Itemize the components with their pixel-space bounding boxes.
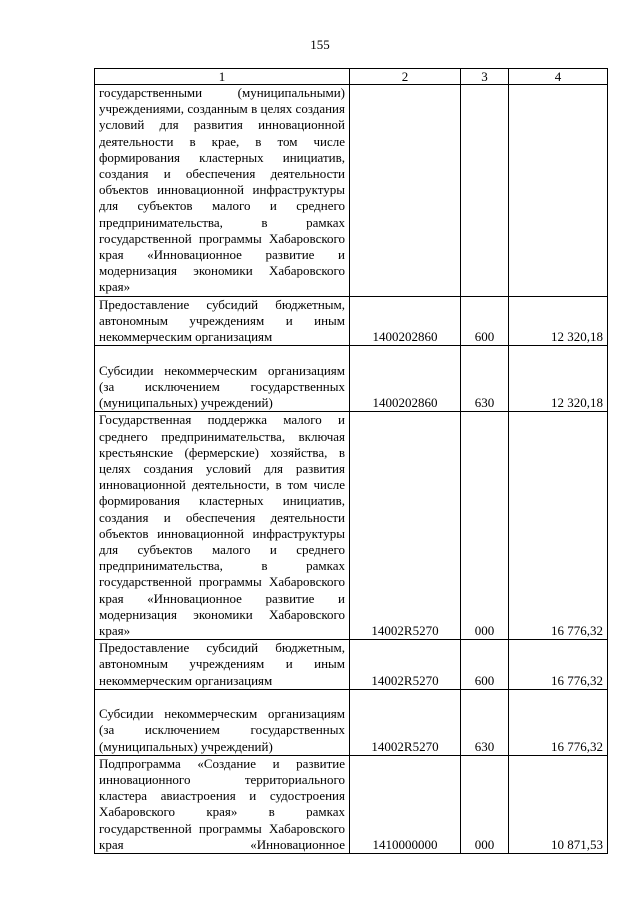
row-sum: 10 871,53 xyxy=(509,755,608,853)
row-code: 14002R5270 xyxy=(350,412,461,640)
table-row xyxy=(95,296,608,346)
row-sum: 16 776,32 xyxy=(509,412,608,640)
row-sum: 12 320,18 xyxy=(509,296,608,346)
row-sum: 16 776,32 xyxy=(509,640,608,690)
row-expense-type xyxy=(461,85,509,297)
row-expense-type: 600 xyxy=(461,296,509,346)
row-expense-type: 600 xyxy=(461,640,509,690)
row-code: 1400202860 xyxy=(350,346,461,412)
row-sum: 12 320,18 xyxy=(509,346,608,412)
table-row xyxy=(95,755,608,853)
row-expense-type: 630 xyxy=(461,689,509,755)
column-header: 3 xyxy=(461,69,509,85)
column-header: 4 xyxy=(509,69,608,85)
row-description: государственными (муниципальными) учреждениями, созданным в целях создания условий для развития инновационной деятельности в крае, в том числе формирования кластерных инициатив, создания и обеспечения деятельности объектов инновационной инфраструктуры для субъектов малого и среднего предпринимательства, в рамках государственной программы Хабаровского края «Инновационное развитие и модернизация экономики Хабаровского края» xyxy=(95,85,350,297)
row-code: 14002R5270 xyxy=(350,689,461,755)
row-code xyxy=(350,85,461,297)
row-description: Субсидии некоммерческим организациям (за исключением государственных (муниципальных) учреждений) xyxy=(95,346,350,412)
row-expense-type: 000 xyxy=(461,755,509,853)
row-description: Предоставление субсидий бюджетным, автономным учреждениям и иным некоммерческим организациям xyxy=(95,296,350,346)
row-expense-type: 630 xyxy=(461,346,509,412)
table-row xyxy=(95,412,608,640)
row-sum xyxy=(509,85,608,297)
table-header-row xyxy=(95,69,608,85)
budget-table xyxy=(94,68,608,854)
column-header: 2 xyxy=(350,69,461,85)
row-code: 1410000000 xyxy=(350,755,461,853)
column-header: 1 xyxy=(95,69,350,85)
row-description: Государственная поддержка малого и среднего предпринимательства, включая крестьянские (фермерские) хозяйства, в целях создания условий для развития инновационной деятельности, в том числе формирования кластерных инициатив, создания и обеспечения деятельности объектов инновационной инфраструктуры для субъектов малого и среднего предпринимательства, в рамках государственной программы Хабаровского края «Инновационное развитие и модернизация экономики Хабаровского края» xyxy=(95,412,350,640)
page-number: 155 xyxy=(310,37,330,52)
row-description: Предоставление субсидий бюджетным, автономным учреждениям и иным некоммерческим организациям xyxy=(95,640,350,690)
table-row xyxy=(95,346,608,412)
table-row xyxy=(95,689,608,755)
row-description: Подпрограмма «Создание и развитие инновационного территориального кластера авиастроения и судостроения Хабаровского края» в рамках государственной программы Хабаровского края «Инновационное xyxy=(95,755,350,853)
row-code: 14002R5270 xyxy=(350,640,461,690)
row-sum: 16 776,32 xyxy=(509,689,608,755)
table-row xyxy=(95,640,608,690)
row-description: Субсидии некоммерческим организациям (за исключением государственных (муниципальных) учреждений) xyxy=(95,689,350,755)
row-code: 1400202860 xyxy=(350,296,461,346)
table-row xyxy=(95,85,608,297)
row-expense-type: 000 xyxy=(461,412,509,640)
